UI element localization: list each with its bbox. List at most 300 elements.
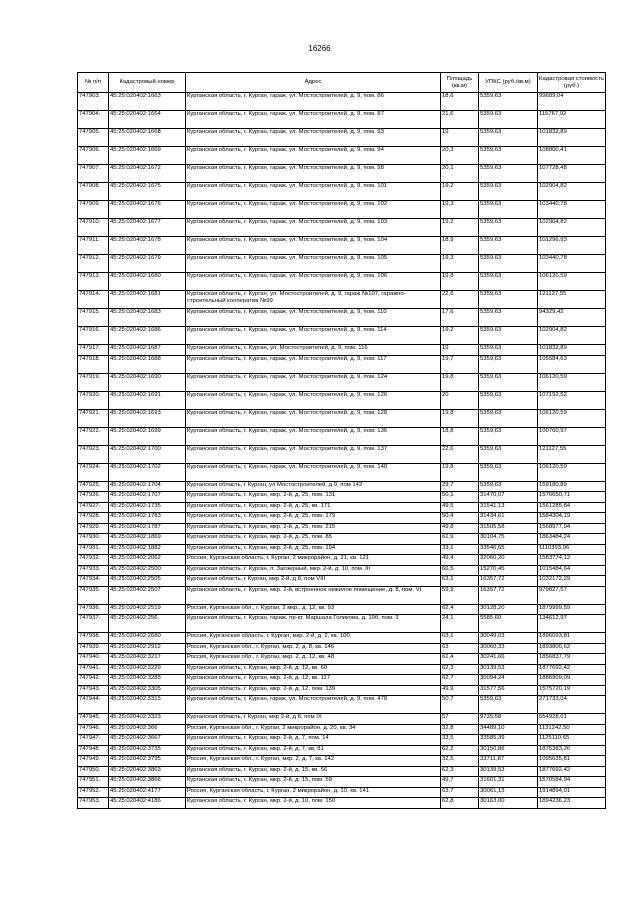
cadastral-cost-cell: 102904,82: [538, 219, 606, 237]
cadastral-cost-cell: 115767,92: [538, 111, 606, 129]
address-cell: Курганская область, г. Курган, гараж, пр-кт. Маршала Голикова, д. 19б, пом. 3: [186, 615, 441, 633]
cadastral-number-cell: 45:25:020402:1668: [109, 129, 186, 147]
table-row: [78, 373, 606, 391]
area-cell: 19: [441, 129, 479, 147]
cadastral-cost-cell: 94329,42: [538, 309, 606, 327]
area-cell: 49,9: [441, 685, 479, 696]
address-cell: Курганская область, г. Курган, гараж, ул. Мостостроителей, д. 9, пом. 126: [186, 391, 441, 409]
address-cell: Россия, Курганская область, г. Курган, 2 микрорайон, д. 21, кв. 121: [186, 555, 441, 566]
area-cell: 49,4: [441, 555, 479, 566]
cadastral-number-cell: 45:25:020402:4186: [109, 798, 186, 809]
cadastral-number-cell: 45:25:020402:1678: [109, 237, 186, 255]
row-number-cell: 747914.: [78, 291, 109, 309]
address-cell: Курганская область, г. Курган, мкр. 2-й, д. 7, пом. 14: [186, 735, 441, 746]
cadastral-number-cell: 45:25:020402:3863: [109, 766, 186, 777]
row-number-cell: 747941.: [78, 664, 109, 675]
address-cell: Курганская область, г. Курган, гараж, ул. Мостостроителей, д. 9, пом. 86: [186, 93, 441, 111]
row-number-cell: 747948.: [78, 745, 109, 756]
upks-cell: 31577,56: [479, 685, 538, 696]
area-cell: 20: [441, 391, 479, 409]
cadastral-number-cell: 45:25:020402:3735: [109, 745, 186, 756]
cadastral-cost-cell: 1914894,01: [538, 787, 606, 798]
address-cell: Курганская область, г. Курган, мкр. 2-й, д. 15, пом. 59: [186, 777, 441, 788]
cadastral-cost-cell: 271733,04: [538, 696, 606, 714]
upks-cell: 5359,63: [479, 463, 538, 481]
address-cell: Курганская область, г. Курган, гараж, ул. Мостостроителей, д. 9, пом. 102: [186, 201, 441, 219]
cadastral-number-cell: 45:25:020402:3229: [109, 664, 186, 675]
upks-cell: 30139,53: [479, 664, 538, 675]
upks-cell: 30104,75: [479, 534, 538, 545]
area-cell: 29,7: [441, 481, 479, 492]
upks-cell: 5359,63: [479, 219, 538, 237]
address-cell: Курганская область, г. Курган, гараж, ул. Мостостроителей, д. 9, пом. 93: [186, 129, 441, 147]
table-row: [78, 643, 606, 654]
row-number-cell: 747949.: [78, 756, 109, 767]
row-number-cell: 747917.: [78, 345, 109, 356]
cadastral-number-cell: 45:25:020402:366: [109, 724, 186, 735]
cadastral-number-cell: 45:25:020402:3323: [109, 714, 186, 725]
area-cell: 21,6: [441, 111, 479, 129]
cadastral-cost-cell: 1561285,84: [538, 502, 606, 513]
address-cell: Курганская область, г. Курган, ул. Мостостроителей, д. 9, пом. 116: [186, 345, 441, 356]
row-number-cell: 747946.: [78, 724, 109, 735]
upks-cell: 5359,63: [479, 327, 538, 345]
area-cell: 20,1: [441, 165, 479, 183]
address-cell: Курганская область, г. Курган, мкр. 2-й, д. 25, пом. 131: [186, 492, 441, 503]
area-cell: 18,6: [441, 93, 479, 111]
row-number-cell: 747903.: [78, 93, 109, 111]
cadastral-cost-cell: 1584304,19: [538, 513, 606, 524]
cadastral-number-cell: 45:25:020402:1683: [109, 309, 186, 327]
cadastral-number-cell: 45:25:020402:1688: [109, 355, 186, 373]
upks-cell: 16357,72: [479, 576, 538, 587]
row-number-cell: 747904.: [78, 111, 109, 129]
row-number-cell: 747910.: [78, 219, 109, 237]
upks-cell: 5359,63: [479, 373, 538, 391]
area-cell: 63: [441, 643, 479, 654]
row-number-cell: 747918.: [78, 355, 109, 373]
table-row: [78, 696, 606, 714]
table-row: [78, 534, 606, 545]
area-cell: 20,3: [441, 147, 479, 165]
area-cell: 49,5: [441, 502, 479, 513]
page-number: 16266: [308, 44, 331, 53]
row-number-cell: 747908.: [78, 183, 109, 201]
address-cell: Курганская область, г. Курган, гараж, ул. Мостостроителей, д. 9, пом. 140: [186, 463, 441, 481]
address-cell: Россия, Курганская обл., г. Курган, 2 мкр., д. 12, кв. 93: [186, 604, 441, 615]
upks-cell: 30049,03: [479, 633, 538, 644]
area-cell: 50,4: [441, 513, 479, 524]
cadastral-cost-cell: 1863484,24: [538, 534, 606, 545]
row-number-cell: 747911.: [78, 237, 109, 255]
table-row: [78, 291, 606, 309]
cadastral-cost-cell: 1095635,81: [538, 756, 606, 767]
cadastral-cost-cell: 134612,97: [538, 615, 606, 633]
address-cell: Курганская область, г. Курган, мкр. 2-й, д. 10, пом. 150: [186, 798, 441, 809]
row-number-cell: 747947.: [78, 735, 109, 746]
upks-cell: 5359,63: [479, 111, 538, 129]
table-row: [78, 309, 606, 327]
cadastral-cost-cell: 1896093,81: [538, 633, 606, 644]
cadastral-number-cell: 45:25:020402:256: [109, 615, 186, 633]
cadastral-cost-cell: 101296,93: [538, 237, 606, 255]
area-cell: 63,7: [441, 787, 479, 798]
area-cell: 17,6: [441, 309, 479, 327]
row-number-cell: 747905.: [78, 129, 109, 147]
area-cell: 22,6: [441, 291, 479, 309]
upks-cell: 31541,13: [479, 502, 538, 513]
upks-cell: 5359,63: [479, 147, 538, 165]
row-number-cell: 747912.: [78, 255, 109, 273]
area-cell: 22,6: [441, 445, 479, 463]
table-row: [78, 355, 606, 373]
area-cell: 62,3: [441, 766, 479, 777]
cadastral-cost-cell: 102904,82: [538, 327, 606, 345]
table-row: [78, 219, 606, 237]
table-row: [78, 675, 606, 686]
area-cell: 50,1: [441, 492, 479, 503]
upks-cell: 5359,63: [479, 129, 538, 147]
address-cell: Россия, Курганская обл., г. Курган, 2 микрорайон, д. 20, кв. 34: [186, 724, 441, 735]
cadastral-number-cell: 45:25:020402:1735: [109, 502, 186, 513]
cadastral-number-cell: 45:25:020402:1787: [109, 523, 186, 534]
cadastral-number-cell: 45:25:020402:1676: [109, 201, 186, 219]
cadastral-number-cell: 45:25:020402:1707: [109, 492, 186, 503]
area-cell: 18,8: [441, 427, 479, 445]
upks-cell: 5359,63: [479, 345, 538, 356]
cadastral-number-cell: 45:25:020402:3866: [109, 777, 186, 788]
area-cell: 19,2: [441, 183, 479, 201]
address-cell: Курганская область, г. Курган, мкр. 2-й, д. 25, пом. 85: [186, 534, 441, 545]
cadastral-number-cell: 45:25:020402:3795: [109, 756, 186, 767]
header-upks: УПКС (руб./кв.м): [479, 73, 538, 93]
row-number-cell: 747936.: [78, 604, 109, 615]
row-number-cell: 747943.: [78, 685, 109, 696]
table-row: [78, 201, 606, 219]
cadastral-number-cell: 45:25:020402:1672: [109, 165, 186, 183]
cadastral-cost-cell: 1886909,09: [538, 675, 606, 686]
area-cell: 49,7: [441, 777, 479, 788]
table-row: [78, 345, 606, 356]
upks-cell: 31505,58: [479, 523, 538, 534]
table-row: [78, 129, 606, 147]
cadastral-cost-cell: 121127,55: [538, 445, 606, 463]
area-cell: 19,2: [441, 327, 479, 345]
cadastral-number-cell: 45:25:020402:1690: [109, 373, 186, 391]
upks-cell: 15270,45: [479, 565, 538, 576]
address-cell: Курганская область, г. Курган, мкр. 2-й, д. 12, кв. 60: [186, 664, 441, 675]
cadastral-cost-cell: 159180,89: [538, 481, 606, 492]
row-number-cell: 747945.: [78, 714, 109, 725]
upks-cell: 33546,65: [479, 544, 538, 555]
cadastral-cost-cell: 106120,59: [538, 273, 606, 291]
area-cell: 19: [441, 345, 479, 356]
area-cell: 19,2: [441, 219, 479, 237]
header-cadastral-cost: Кадастровая стоимость (руб.): [538, 73, 606, 93]
cadastral-cost-cell: 107728,48: [538, 165, 606, 183]
address-cell: Россия, Курганская область, г. Курган, 2 микрорайон, д. 10, кв. 141: [186, 787, 441, 798]
table-row: [78, 513, 606, 524]
cadastral-number-cell: 45:25:020402:1783: [109, 513, 186, 524]
upks-cell: 5359,63: [479, 183, 538, 201]
cadastral-cost-cell: 1877692,42: [538, 664, 606, 675]
address-cell: Курганская область, г. Курган, гараж, ул. Мостостроителей, д. 9, пом. 98: [186, 165, 441, 183]
table-row: [78, 724, 606, 735]
cadastral-cost-cell: 101832,89: [538, 129, 606, 147]
upks-cell: 5359,63: [479, 355, 538, 373]
cadastral-cost-cell: 1568977,94: [538, 523, 606, 534]
address-cell: Курганская область, г. Курган, гараж, ул. Мостостроителей, д. 9, пом. 124: [186, 373, 441, 391]
table-row: [78, 93, 606, 111]
table-row: [78, 165, 606, 183]
cadastral-cost-cell: 1110393,96: [538, 544, 606, 555]
upks-cell: 30061,13: [479, 787, 538, 798]
header-num: № п/п: [78, 73, 109, 93]
row-number-cell: 747942.: [78, 675, 109, 686]
row-number-cell: 747913.: [78, 273, 109, 291]
upks-cell: 30128,20: [479, 604, 538, 615]
cadastral-number-cell: 45:25:020402:1664: [109, 111, 186, 129]
cadastral-number-cell: 45:25:020402:1681: [109, 291, 186, 309]
upks-cell: 5359,63: [479, 696, 538, 714]
address-cell: Курганская область, г. Курган, гараж, ул. Мостостроителей, д. 9, пом. 128: [186, 409, 441, 427]
cadastral-number-cell: 45:25:020402:2680: [109, 633, 186, 644]
table-row: [78, 604, 606, 615]
cadastral-number-cell: 45:25:020402:1882: [109, 544, 186, 555]
address-cell: Курганская область, г. Курган, мкр. 2-й, д. 12, пом. 139: [186, 685, 441, 696]
address-cell: Курганская область, г. Курган, мкр. 2-й, д. 25, пом. 194: [186, 544, 441, 555]
cadastral-number-cell: 45:25:020402:4177: [109, 787, 186, 798]
upks-cell: 9735,58: [479, 714, 538, 725]
cadastral-cost-cell: 103440,78: [538, 255, 606, 273]
table-row: [78, 756, 606, 767]
table-row: [78, 427, 606, 445]
table-row: [78, 183, 606, 201]
row-number-cell: 747921.: [78, 409, 109, 427]
row-number-cell: 747927.: [78, 502, 109, 513]
cadastral-cost-cell: 1015484,64: [538, 565, 606, 576]
address-cell: Курганская область, г. Курган, мкр. 2-й, д. 25, пом. 179: [186, 513, 441, 524]
cadastral-cost-cell: 101832,89: [538, 345, 606, 356]
area-cell: 62,7: [441, 675, 479, 686]
cadastral-cost-cell: 1125110,65: [538, 735, 606, 746]
address-cell: Курганская область, г. Курган, гараж, ул. Мостостроителей, д. 9, пом. 478: [186, 696, 441, 714]
table-row: [78, 445, 606, 463]
upks-cell: 30060,33: [479, 643, 538, 654]
table-row: [78, 654, 606, 665]
table-row: [78, 565, 606, 576]
row-number-cell: 747952.: [78, 787, 109, 798]
cadastral-value-table: [77, 72, 606, 809]
cadastral-number-cell: 45:25:020402:1687: [109, 345, 186, 356]
upks-cell: 5359,63: [479, 391, 538, 409]
cadastral-number-cell: 45:25:020402:1679: [109, 255, 186, 273]
table-row: [78, 685, 606, 696]
cadastral-number-cell: 45:25:020402:1699: [109, 427, 186, 445]
row-number-cell: 747932.: [78, 555, 109, 566]
area-cell: 19,8: [441, 409, 479, 427]
cadastral-cost-cell: 105584,63: [538, 355, 606, 373]
row-number-cell: 747953.: [78, 798, 109, 809]
address-cell: Курганская область, г. Курган, гараж, ул. Мостостроителей, д. 9, пом. 117: [186, 355, 441, 373]
address-cell: Россия, Курганская обл., г. Курган, мкр. 2, д. 7, кв. 142: [186, 756, 441, 767]
table-row: [78, 111, 606, 129]
table-row: [78, 409, 606, 427]
upks-cell: 31470,07: [479, 492, 538, 503]
address-cell: Курганская область, г. Курган, гараж, ул. Мостостроителей, д. 9, пом. 136: [186, 427, 441, 445]
cadastral-number-cell: 45:25:020402:1686: [109, 327, 186, 345]
cadastral-cost-cell: 1856837,79: [538, 654, 606, 665]
row-number-cell: 747926.: [78, 492, 109, 503]
cadastral-number-cell: 45:25:020402:2507: [109, 586, 186, 604]
header-area: Площадь (кв.м): [441, 73, 479, 93]
upks-cell: 30241,66: [479, 654, 538, 665]
address-cell: Курганская область, г. Курган, гараж, ул. Мостостроителей, д. 9, пом. 106: [186, 273, 441, 291]
cadastral-cost-cell: 102904,82: [538, 183, 606, 201]
row-number-cell: 747906.: [78, 147, 109, 165]
area-cell: 19,8: [441, 463, 479, 481]
cadastral-number-cell: 45:25:020402:3305: [109, 685, 186, 696]
cadastral-number-cell: 45:25:020402:1680: [109, 273, 186, 291]
cadastral-cost-cell: 99689,04: [538, 93, 606, 111]
table-row: [78, 615, 606, 633]
cadastral-cost-cell: 103440,78: [538, 201, 606, 219]
cadastral-number-cell: 45:25:020402:2500: [109, 565, 186, 576]
table-header-row: [78, 73, 606, 93]
upks-cell: 31434,61: [479, 513, 538, 524]
table-row: [78, 735, 606, 746]
upks-cell: 16357,72: [479, 586, 538, 604]
cadastral-cost-cell: 107192,52: [538, 391, 606, 409]
row-number-cell: 747934.: [78, 576, 109, 587]
cadastral-number-cell: 45:25:020402:3217: [109, 654, 186, 665]
upks-cell: 32060,20: [479, 555, 538, 566]
area-cell: 33,1: [441, 544, 479, 555]
row-number-cell: 747920.: [78, 391, 109, 409]
cadastral-cost-cell: 1131242,50: [538, 724, 606, 735]
upks-cell: 30150,86: [479, 745, 538, 756]
upks-cell: 5359,63: [479, 427, 538, 445]
address-cell: Курганская область, г. Курган, мкр. 2-й, д. 12, кв. 117: [186, 675, 441, 686]
cadastral-number-cell: 45:25:020402:2505: [109, 576, 186, 587]
upks-cell: 5359,63: [479, 291, 538, 309]
table-row: [78, 492, 606, 503]
area-cell: 62,3: [441, 664, 479, 675]
row-number-cell: 747928.: [78, 513, 109, 524]
cadastral-number-cell: 45:25:020402:2519: [109, 604, 186, 615]
cadastral-cost-cell: 1877692,42: [538, 766, 606, 777]
address-cell: Курганская область, г. Курган, мкр. 2-й, встроенное нежилое помещение, д. 8, пом. VI: [186, 586, 441, 604]
cadastral-cost-cell: 1879999,59: [538, 604, 606, 615]
address-cell: Россия, Курганская обл., г. Курган, мкр. 2, д. 8, кв. 146: [186, 643, 441, 654]
address-cell: Курганская область, г. Курган, гараж, ул. Мостостроителей, д. 9, пом. 103: [186, 219, 441, 237]
cadastral-cost-cell: 106120,59: [538, 463, 606, 481]
address-cell: Курганская область, г. Курган, мкр. 2-й, д. 15, кв. 56: [186, 766, 441, 777]
table-row: [78, 544, 606, 555]
cadastral-number-cell: 45:25:020402:1675: [109, 183, 186, 201]
upks-cell: 30139,53: [479, 766, 538, 777]
upks-cell: 5585,60: [479, 615, 538, 633]
address-cell: Курганская область, г. Курган, гараж, ул. Мостостроителей, д. 9, пом. 87: [186, 111, 441, 129]
address-cell: Курганская область, г. Курган, гараж, ул. Мостостроителей, д. 9, пом. 94: [186, 147, 441, 165]
upks-cell: 5359,63: [479, 165, 538, 183]
area-cell: 63,1: [441, 576, 479, 587]
cadastral-number-cell: 45:25:020402:2062: [109, 555, 186, 566]
cadastral-number-cell: 45:25:020402:1700: [109, 445, 186, 463]
area-cell: 62,4: [441, 604, 479, 615]
upks-cell: 30163,00: [479, 798, 538, 809]
area-cell: 19,3: [441, 255, 479, 273]
upks-cell: 33585,39: [479, 735, 538, 746]
upks-cell: 30094,24: [479, 675, 538, 686]
address-cell: Курганская область, г. Курган, гараж, ул. Мостостроителей, д. 9, пом. 104: [186, 237, 441, 255]
address-cell: Курганская область, г. Курган, гараж, ул. Мостостроителей, д. 9, пом. 114: [186, 327, 441, 345]
table-row: [78, 633, 606, 644]
table-row: [78, 586, 606, 604]
address-cell: Россия, Курганская обл., г. Курган, мкр. 2, д. 12, кв. 48: [186, 654, 441, 665]
cadastral-cost-cell: 1893800,62: [538, 643, 606, 654]
cadastral-cost-cell: 979827,57: [538, 586, 606, 604]
cadastral-cost-cell: 121127,55: [538, 291, 606, 309]
table-row: [78, 555, 606, 566]
area-cell: 62,2: [441, 745, 479, 756]
cadastral-number-cell: 45:25:020402:3667: [109, 735, 186, 746]
area-cell: 59,9: [441, 586, 479, 604]
row-number-cell: 747937.: [78, 615, 109, 633]
row-number-cell: 747923.: [78, 445, 109, 463]
address-cell: Курганская область, г. Курган, ул. Мостостроителей, д. 9, гараж №107, гаражно-строительный кооператив №99: [186, 291, 441, 309]
row-number-cell: 747925.: [78, 481, 109, 492]
table-row: [78, 147, 606, 165]
upks-cell: 33711,87: [479, 756, 538, 767]
area-cell: 19,8: [441, 373, 479, 391]
header-address: Адрес: [186, 73, 441, 93]
row-number-cell: 747935.: [78, 586, 109, 604]
address-cell: Курганская область, г Курган, мкр 2-й, д 8, пом IX: [186, 714, 441, 725]
upks-cell: 5359,63: [479, 201, 538, 219]
table-row: [78, 787, 606, 798]
cadastral-cost-cell: 108800,41: [538, 147, 606, 165]
cadastral-cost-cell: 1032172,29: [538, 576, 606, 587]
table-row: [78, 714, 606, 725]
row-number-cell: 747929.: [78, 523, 109, 534]
cadastral-cost-cell: 106120,59: [538, 373, 606, 391]
table-row: [78, 481, 606, 492]
area-cell: 66,5: [441, 565, 479, 576]
area-cell: 49,8: [441, 523, 479, 534]
address-cell: Курганская область, г Курган, ул Мостостроителей, д 9, пом 142: [186, 481, 441, 492]
row-number-cell: 747915.: [78, 309, 109, 327]
cadastral-number-cell: 45:25:020402:1702: [109, 463, 186, 481]
table-row: [78, 664, 606, 675]
cadastral-number-cell: 45:25:020402:1704: [109, 481, 186, 492]
area-cell: 50,7: [441, 696, 479, 714]
upks-cell: 5359,63: [479, 273, 538, 291]
row-number-cell: 747951.: [78, 777, 109, 788]
cadastral-cost-cell: 1576650,71: [538, 492, 606, 503]
cadastral-number-cell: 45:25:020402:2912: [109, 643, 186, 654]
table-row: [78, 463, 606, 481]
row-number-cell: 747939.: [78, 643, 109, 654]
cadastral-number-cell: 45:25:020402:1677: [109, 219, 186, 237]
cadastral-cost-cell: 1894236,23: [538, 798, 606, 809]
cadastral-number-cell: 45:25:020402:1693: [109, 409, 186, 427]
area-cell: 57: [441, 714, 479, 725]
area-cell: 32,5: [441, 756, 479, 767]
row-number-cell: 747919.: [78, 373, 109, 391]
upks-cell: 5359,63: [479, 309, 538, 327]
row-number-cell: 747940.: [78, 654, 109, 665]
